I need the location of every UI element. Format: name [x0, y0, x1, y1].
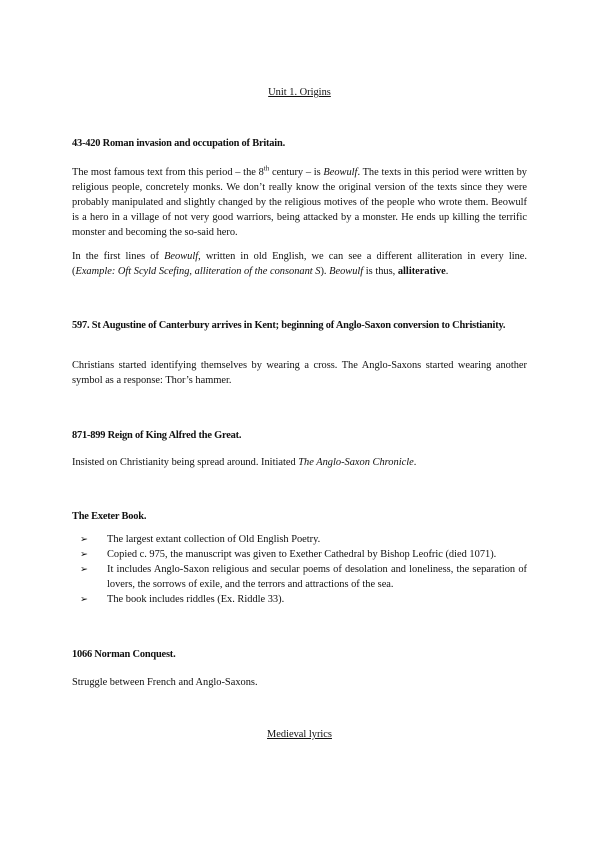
bold-term: alliterative [397, 266, 446, 277]
section-title-medieval-lyrics: Medieval lyrics [267, 729, 332, 740]
arrowhead-bullet-icon: ➢ [80, 564, 88, 575]
section-heading-st-augustine: 597. St Augustine of Canterbury arrives in Kent; beginning of Anglo-Saxon conversion to Christianity. [72, 320, 506, 331]
text: . [445, 266, 449, 277]
text: . The texts in this period were written by religious people, concretely monks. We don’t really know the original version of the texts since they were probably manipulated and slightly changed by the religious motives of the people who wrote them. Beowulf is a hero in a village of not very good warriors, being attacked by a monster. He ends up killing the terrific monster and becoming the so-said hero. [72, 167, 527, 238]
list-item [80, 592, 527, 607]
section-heading-roman-invasion: 43-420 Roman invasion and occupation of Britain. [72, 138, 285, 149]
text: century – is [269, 167, 324, 178]
list-item [80, 562, 527, 592]
section-heading-king-alfred: 871-899 Reign of King Alfred the Great. [72, 430, 242, 441]
text: The most famous text from this period – the 8 [72, 167, 264, 178]
arrowhead-bullet-icon: ➢ [80, 594, 88, 605]
text: . [413, 457, 417, 468]
list-item-text: The book includes riddles (Ex. Riddle 33). [107, 594, 285, 605]
list-item-text: The largest extant collection of Old English Poetry. [107, 534, 321, 545]
italic-title: Beowulf [329, 266, 364, 277]
text: In the first lines of [72, 251, 165, 262]
list-item [80, 532, 527, 547]
italic-example: Example: Oft Scyld Scefing, alliteration of the consonant S [75, 266, 321, 277]
paragraph-beowulf-intro [72, 165, 527, 240]
arrowhead-bullet-icon: ➢ [80, 534, 88, 545]
superscript: th [263, 164, 270, 173]
paragraph-norman: Struggle between French and Anglo-Saxons. [72, 677, 258, 688]
paragraph-alliteration [72, 249, 527, 279]
italic-title: Beowulf [164, 251, 199, 262]
text: Insisted on Christianity being spread around. Initiated [72, 457, 299, 468]
arrowhead-bullet-icon: ➢ [80, 549, 88, 560]
italic-title: Beowulf [323, 167, 358, 178]
page-title: Unit 1. Origins [268, 87, 331, 98]
list-item-text: Copied c. 975, the manuscript was given to Exether Cathedral by Bishop Leofric (died 1071). [107, 549, 497, 560]
section-heading-norman-conquest: 1066 Norman Conquest. [72, 649, 176, 660]
section-heading-exeter-book: The Exeter Book. [72, 511, 147, 522]
text: is thus, [363, 266, 398, 277]
exeter-book-list [80, 532, 527, 607]
text: ). [320, 266, 330, 277]
list-item-text: It includes Anglo-Saxon religious and secular poems of desolation and loneliness, the separation of lovers, the sorrows of exile, and the terrors and attractions of the sea. [107, 564, 527, 590]
text: , written in old English, we can see a different alliteration in every line. ( [72, 251, 527, 277]
paragraph-alfred [72, 455, 527, 470]
paragraph-christians: Christians started identifying themselves by wearing a cross. The Anglo-Saxons started wearing another symbol as a response: Thor’s hammer. [72, 360, 527, 386]
italic-title: The Anglo-Saxon Chronicle [298, 457, 414, 468]
list-item [80, 547, 527, 562]
